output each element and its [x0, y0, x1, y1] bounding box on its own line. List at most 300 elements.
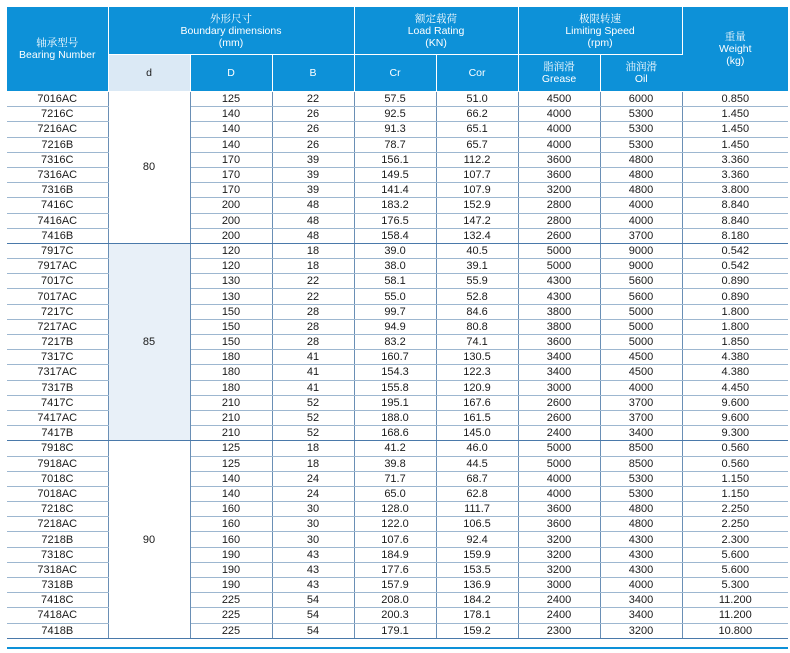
cell-cr: 160.7: [354, 350, 436, 365]
header-boundary-cn: 外形尺寸: [210, 12, 253, 25]
cell-grease-speed: 3600: [518, 502, 600, 517]
table-bottom-rule: [7, 647, 788, 649]
cell-outer-diameter-D: 140: [190, 137, 272, 152]
cell-grease-speed: 5000: [518, 243, 600, 258]
cell-oil-speed: 5300: [600, 122, 682, 137]
cell-cor: 153.5: [436, 562, 518, 577]
cell-cor: 55.9: [436, 274, 518, 289]
cell-width-B: 18: [272, 259, 354, 274]
cell-bearing-number: 7016AC: [7, 92, 108, 107]
cell-width-B: 18: [272, 243, 354, 258]
cell-weight: 9.600: [682, 395, 788, 410]
cell-outer-diameter-D: 210: [190, 395, 272, 410]
cell-cor: 65.7: [436, 137, 518, 152]
cell-cr: 176.5: [354, 213, 436, 228]
cell-width-B: 48: [272, 228, 354, 243]
cell-grease-speed: 4000: [518, 122, 600, 137]
cell-outer-diameter-D: 190: [190, 547, 272, 562]
cell-cor: 159.2: [436, 623, 518, 638]
cell-bearing-number: 7416B: [7, 228, 108, 243]
cell-oil-speed: 3700: [600, 228, 682, 243]
cell-cor: 120.9: [436, 380, 518, 395]
cell-bearing-number: 7316C: [7, 152, 108, 167]
cell-weight: 4.380: [682, 350, 788, 365]
header-col-oil: [600, 55, 682, 92]
cell-bearing-number: 7217C: [7, 304, 108, 319]
header-limiting-speed: [518, 7, 682, 55]
cell-bearing-number: 7417C: [7, 395, 108, 410]
bore-diameter-d: 90: [108, 441, 190, 638]
cell-grease-speed: 2400: [518, 608, 600, 623]
cell-cr: 122.0: [354, 517, 436, 532]
cell-bearing-number: 7317C: [7, 350, 108, 365]
cell-bearing-number: 7317B: [7, 380, 108, 395]
header-bearing-number-cn: 轴承型号: [36, 37, 79, 49]
cell-outer-diameter-D: 200: [190, 198, 272, 213]
cell-weight: 3.360: [682, 152, 788, 167]
cell-weight: 8.180: [682, 228, 788, 243]
header-col-grease: [518, 55, 600, 92]
cell-oil-speed: 4000: [600, 198, 682, 213]
header-weight: [682, 7, 788, 92]
cell-oil-speed: 3400: [600, 608, 682, 623]
cell-cr: 99.7: [354, 304, 436, 319]
cell-weight: 1.450: [682, 107, 788, 122]
cell-outer-diameter-D: 120: [190, 259, 272, 274]
cell-cr: 39.0: [354, 243, 436, 258]
cell-grease-speed: 3600: [518, 152, 600, 167]
cell-grease-speed: 4500: [518, 92, 600, 107]
cell-oil-speed: 5000: [600, 335, 682, 350]
cell-weight: 1.450: [682, 137, 788, 152]
cell-width-B: 22: [272, 92, 354, 107]
cell-bearing-number: 7416AC: [7, 213, 108, 228]
header-speed-en: Limiting Speed: [565, 24, 635, 37]
cell-cr: 38.0: [354, 259, 436, 274]
cell-oil-speed: 3200: [600, 623, 682, 638]
cell-cr: 154.3: [354, 365, 436, 380]
cell-bearing-number: 7418B: [7, 623, 108, 638]
cell-cr: 188.0: [354, 410, 436, 425]
cell-bearing-number: 7318C: [7, 547, 108, 562]
cell-cr: 55.0: [354, 289, 436, 304]
cell-oil-speed: 3700: [600, 395, 682, 410]
cell-width-B: 41: [272, 350, 354, 365]
cell-grease-speed: 5000: [518, 259, 600, 274]
cell-cor: 145.0: [436, 426, 518, 441]
cell-oil-speed: 4800: [600, 152, 682, 167]
cell-width-B: 28: [272, 319, 354, 334]
cell-grease-speed: 3800: [518, 304, 600, 319]
cell-grease-speed: 2300: [518, 623, 600, 638]
cell-width-B: 26: [272, 107, 354, 122]
cell-cor: 111.7: [436, 502, 518, 517]
cell-grease-speed: 4000: [518, 471, 600, 486]
cell-outer-diameter-D: 150: [190, 304, 272, 319]
cell-outer-diameter-D: 190: [190, 578, 272, 593]
cell-width-B: 43: [272, 578, 354, 593]
cell-cor: 184.2: [436, 593, 518, 608]
cell-outer-diameter-D: 210: [190, 410, 272, 425]
cell-grease-speed: 4000: [518, 107, 600, 122]
header-bearing-number: [7, 7, 108, 92]
cell-outer-diameter-D: 170: [190, 167, 272, 182]
cell-oil-speed: 8500: [600, 441, 682, 456]
cell-width-B: 41: [272, 365, 354, 380]
cell-grease-speed: 3400: [518, 350, 600, 365]
cell-outer-diameter-D: 160: [190, 532, 272, 547]
cell-cor: 46.0: [436, 441, 518, 456]
cell-outer-diameter-D: 120: [190, 243, 272, 258]
cell-oil-speed: 5300: [600, 137, 682, 152]
cell-weight: 8.840: [682, 198, 788, 213]
cell-width-B: 54: [272, 593, 354, 608]
cell-grease-speed: 3200: [518, 532, 600, 547]
cell-weight: 3.800: [682, 183, 788, 198]
cell-bearing-number: 7216AC: [7, 122, 108, 137]
cell-outer-diameter-D: 125: [190, 456, 272, 471]
cell-bearing-number: 7217AC: [7, 319, 108, 334]
cell-bearing-number: 7218C: [7, 502, 108, 517]
cell-weight: 5.600: [682, 547, 788, 562]
cell-oil-speed: 4500: [600, 350, 682, 365]
header-boundary-en: Boundary dimensions: [180, 24, 282, 37]
cell-oil-speed: 5000: [600, 304, 682, 319]
cell-oil-speed: 5300: [600, 486, 682, 501]
cell-outer-diameter-D: 125: [190, 441, 272, 456]
cell-weight: 0.542: [682, 243, 788, 258]
cell-cor: 122.3: [436, 365, 518, 380]
cell-oil-speed: 3400: [600, 426, 682, 441]
cell-outer-diameter-D: 190: [190, 562, 272, 577]
cell-weight: 1.800: [682, 304, 788, 319]
cell-grease-speed: 3600: [518, 167, 600, 182]
cell-cr: 141.4: [354, 183, 436, 198]
cell-outer-diameter-D: 210: [190, 426, 272, 441]
cell-width-B: 24: [272, 486, 354, 501]
cell-cr: 83.2: [354, 335, 436, 350]
cell-grease-speed: 3600: [518, 335, 600, 350]
cell-weight: 2.250: [682, 517, 788, 532]
cell-width-B: 24: [272, 471, 354, 486]
cell-outer-diameter-D: 130: [190, 274, 272, 289]
cell-width-B: 48: [272, 213, 354, 228]
header-boundary-dimensions: [108, 7, 354, 55]
cell-bearing-number: 7917AC: [7, 259, 108, 274]
header-col-B: B: [272, 55, 354, 92]
cell-oil-speed: 4500: [600, 365, 682, 380]
cell-cr: 71.7: [354, 471, 436, 486]
cell-weight: 2.250: [682, 502, 788, 517]
cell-cor: 65.1: [436, 122, 518, 137]
header-col-D: D: [190, 55, 272, 92]
cell-grease-speed: 4000: [518, 137, 600, 152]
cell-cor: 147.2: [436, 213, 518, 228]
cell-cor: 44.5: [436, 456, 518, 471]
cell-bearing-number: 7917C: [7, 243, 108, 258]
cell-width-B: 39: [272, 167, 354, 182]
header-weight-unit: (kg): [726, 55, 745, 67]
cell-weight: 1.850: [682, 335, 788, 350]
cell-oil-speed: 5600: [600, 274, 682, 289]
header-bearing-number-en: Bearing Number: [19, 49, 96, 61]
header-oil-en: Oil: [634, 73, 648, 85]
cell-weight: 10.800: [682, 623, 788, 638]
header-weight-en: Weight: [719, 43, 752, 55]
cell-width-B: 41: [272, 380, 354, 395]
bearing-spec-table: [7, 7, 788, 639]
cell-cr: 183.2: [354, 198, 436, 213]
cell-weight: 1.150: [682, 471, 788, 486]
cell-width-B: 43: [272, 547, 354, 562]
cell-width-B: 30: [272, 502, 354, 517]
cell-cor: 112.2: [436, 152, 518, 167]
cell-cr: 179.1: [354, 623, 436, 638]
cell-width-B: 26: [272, 122, 354, 137]
header-col-cr: Cr: [354, 55, 436, 92]
header-oil-cn: 油润滑: [625, 61, 658, 73]
cell-bearing-number: 7217B: [7, 335, 108, 350]
cell-bearing-number: 7318B: [7, 578, 108, 593]
cell-oil-speed: 5000: [600, 319, 682, 334]
cell-cor: 52.8: [436, 289, 518, 304]
bore-diameter-d: 85: [108, 243, 190, 440]
cell-cor: 130.5: [436, 350, 518, 365]
cell-weight: 0.890: [682, 289, 788, 304]
header-col-d: d: [108, 55, 190, 92]
cell-oil-speed: 4000: [600, 578, 682, 593]
cell-oil-speed: 3400: [600, 593, 682, 608]
cell-grease-speed: 3200: [518, 547, 600, 562]
cell-cor: 80.8: [436, 319, 518, 334]
cell-bearing-number: 7417AC: [7, 410, 108, 425]
cell-grease-speed: 2600: [518, 395, 600, 410]
cell-outer-diameter-D: 130: [190, 289, 272, 304]
cell-outer-diameter-D: 180: [190, 380, 272, 395]
cell-outer-diameter-D: 225: [190, 623, 272, 638]
cell-width-B: 39: [272, 183, 354, 198]
cell-outer-diameter-D: 140: [190, 107, 272, 122]
cell-cor: 167.6: [436, 395, 518, 410]
cell-oil-speed: 4300: [600, 547, 682, 562]
cell-width-B: 52: [272, 426, 354, 441]
cell-width-B: 52: [272, 410, 354, 425]
header-boundary-unit: (mm): [218, 36, 244, 49]
header-load-cn: 额定载荷: [415, 12, 458, 25]
cell-cor: 39.1: [436, 259, 518, 274]
header-speed-unit: (rpm): [587, 36, 613, 49]
cell-weight: 0.890: [682, 274, 788, 289]
cell-grease-speed: 2800: [518, 213, 600, 228]
cell-weight: 5.600: [682, 562, 788, 577]
cell-bearing-number: 7017C: [7, 274, 108, 289]
cell-oil-speed: 4000: [600, 380, 682, 395]
cell-cr: 208.0: [354, 593, 436, 608]
header-speed-cn: 极限转速: [579, 12, 622, 25]
cell-grease-speed: 3000: [518, 578, 600, 593]
cell-bearing-number: 7318AC: [7, 562, 108, 577]
cell-grease-speed: 2600: [518, 228, 600, 243]
cell-width-B: 22: [272, 289, 354, 304]
cell-bearing-number: 7416C: [7, 198, 108, 213]
cell-width-B: 43: [272, 562, 354, 577]
cell-width-B: 54: [272, 608, 354, 623]
cell-outer-diameter-D: 170: [190, 183, 272, 198]
cell-weight: 0.560: [682, 441, 788, 456]
cell-outer-diameter-D: 140: [190, 122, 272, 137]
cell-weight: 9.300: [682, 426, 788, 441]
cell-cor: 178.1: [436, 608, 518, 623]
cell-weight: 2.300: [682, 532, 788, 547]
cell-cr: 128.0: [354, 502, 436, 517]
cell-grease-speed: 4000: [518, 486, 600, 501]
cell-outer-diameter-D: 125: [190, 92, 272, 107]
cell-cor: 161.5: [436, 410, 518, 425]
cell-cr: 57.5: [354, 92, 436, 107]
cell-grease-speed: 2400: [518, 593, 600, 608]
cell-width-B: 28: [272, 304, 354, 319]
cell-width-B: 48: [272, 198, 354, 213]
cell-oil-speed: 8500: [600, 456, 682, 471]
cell-bearing-number: 7918AC: [7, 456, 108, 471]
cell-cor: 136.9: [436, 578, 518, 593]
header-load-rating: [354, 7, 518, 55]
cell-oil-speed: 5300: [600, 471, 682, 486]
header-load-unit: (KN): [425, 36, 447, 49]
cell-weight: 11.200: [682, 593, 788, 608]
cell-weight: 1.800: [682, 319, 788, 334]
cell-grease-speed: 3600: [518, 517, 600, 532]
cell-grease-speed: 5000: [518, 441, 600, 456]
cell-oil-speed: 5600: [600, 289, 682, 304]
cell-oil-speed: 4300: [600, 532, 682, 547]
cell-cr: 94.9: [354, 319, 436, 334]
cell-oil-speed: 9000: [600, 259, 682, 274]
cell-outer-diameter-D: 160: [190, 502, 272, 517]
cell-cr: 149.5: [354, 167, 436, 182]
cell-cr: 168.6: [354, 426, 436, 441]
cell-width-B: 30: [272, 532, 354, 547]
cell-bearing-number: 7216C: [7, 107, 108, 122]
cell-cr: 58.1: [354, 274, 436, 289]
cell-cr: 195.1: [354, 395, 436, 410]
cell-oil-speed: 4000: [600, 213, 682, 228]
cell-cr: 157.9: [354, 578, 436, 593]
cell-grease-speed: 3200: [518, 183, 600, 198]
cell-width-B: 18: [272, 456, 354, 471]
cell-width-B: 28: [272, 335, 354, 350]
cell-cr: 92.5: [354, 107, 436, 122]
cell-weight: 1.450: [682, 122, 788, 137]
cell-weight: 4.450: [682, 380, 788, 395]
cell-bearing-number: 7018C: [7, 471, 108, 486]
cell-cr: 39.8: [354, 456, 436, 471]
cell-width-B: 22: [272, 274, 354, 289]
cell-outer-diameter-D: 170: [190, 152, 272, 167]
cell-weight: 3.360: [682, 167, 788, 182]
cell-cr: 155.8: [354, 380, 436, 395]
cell-cor: 51.0: [436, 92, 518, 107]
cell-cr: 91.3: [354, 122, 436, 137]
cell-outer-diameter-D: 160: [190, 517, 272, 532]
cell-cr: 107.6: [354, 532, 436, 547]
header-load-en: Load Rating: [407, 24, 465, 37]
bore-diameter-d: 80: [108, 92, 190, 244]
cell-weight: 0.560: [682, 456, 788, 471]
cell-grease-speed: 2600: [518, 410, 600, 425]
cell-bearing-number: 7417B: [7, 426, 108, 441]
cell-outer-diameter-D: 140: [190, 471, 272, 486]
cell-outer-diameter-D: 180: [190, 365, 272, 380]
cell-grease-speed: 2800: [518, 198, 600, 213]
cell-weight: 9.600: [682, 410, 788, 425]
cell-outer-diameter-D: 150: [190, 319, 272, 334]
cell-outer-diameter-D: 140: [190, 486, 272, 501]
cell-width-B: 30: [272, 517, 354, 532]
cell-cor: 152.9: [436, 198, 518, 213]
cell-grease-speed: 2400: [518, 426, 600, 441]
cell-bearing-number: 7918C: [7, 441, 108, 456]
cell-width-B: 26: [272, 137, 354, 152]
cell-weight: 0.542: [682, 259, 788, 274]
cell-bearing-number: 7316B: [7, 183, 108, 198]
table-header: [7, 7, 788, 92]
cell-width-B: 18: [272, 441, 354, 456]
cell-oil-speed: 4800: [600, 517, 682, 532]
cell-grease-speed: 4300: [518, 289, 600, 304]
cell-bearing-number: 7418AC: [7, 608, 108, 623]
cell-oil-speed: 5300: [600, 107, 682, 122]
cell-width-B: 52: [272, 395, 354, 410]
cell-cor: 106.5: [436, 517, 518, 532]
cell-weight: 1.150: [682, 486, 788, 501]
table-body: [7, 92, 788, 639]
cell-cor: 62.8: [436, 486, 518, 501]
cell-outer-diameter-D: 225: [190, 608, 272, 623]
cell-bearing-number: 7316AC: [7, 167, 108, 182]
cell-weight: 5.300: [682, 578, 788, 593]
cell-outer-diameter-D: 200: [190, 213, 272, 228]
cell-bearing-number: 7018AC: [7, 486, 108, 501]
table-row: [7, 92, 788, 107]
cell-cor: 84.6: [436, 304, 518, 319]
cell-cr: 158.4: [354, 228, 436, 243]
cell-width-B: 54: [272, 623, 354, 638]
table-row: [7, 441, 788, 456]
cell-cor: 159.9: [436, 547, 518, 562]
cell-bearing-number: 7218B: [7, 532, 108, 547]
header-grease-en: Grease: [541, 73, 577, 85]
cell-weight: 11.200: [682, 608, 788, 623]
cell-outer-diameter-D: 225: [190, 593, 272, 608]
cell-bearing-number: 7317AC: [7, 365, 108, 380]
cell-cor: 107.7: [436, 167, 518, 182]
cell-outer-diameter-D: 150: [190, 335, 272, 350]
cell-cr: 78.7: [354, 137, 436, 152]
cell-weight: 8.840: [682, 213, 788, 228]
cell-cor: 74.1: [436, 335, 518, 350]
cell-grease-speed: 3800: [518, 319, 600, 334]
cell-cr: 41.2: [354, 441, 436, 456]
cell-bearing-number: 7216B: [7, 137, 108, 152]
cell-oil-speed: 4800: [600, 167, 682, 182]
cell-oil-speed: 4300: [600, 562, 682, 577]
cell-grease-speed: 3200: [518, 562, 600, 577]
cell-cr: 184.9: [354, 547, 436, 562]
cell-cr: 177.6: [354, 562, 436, 577]
cell-oil-speed: 9000: [600, 243, 682, 258]
cell-grease-speed: 3000: [518, 380, 600, 395]
